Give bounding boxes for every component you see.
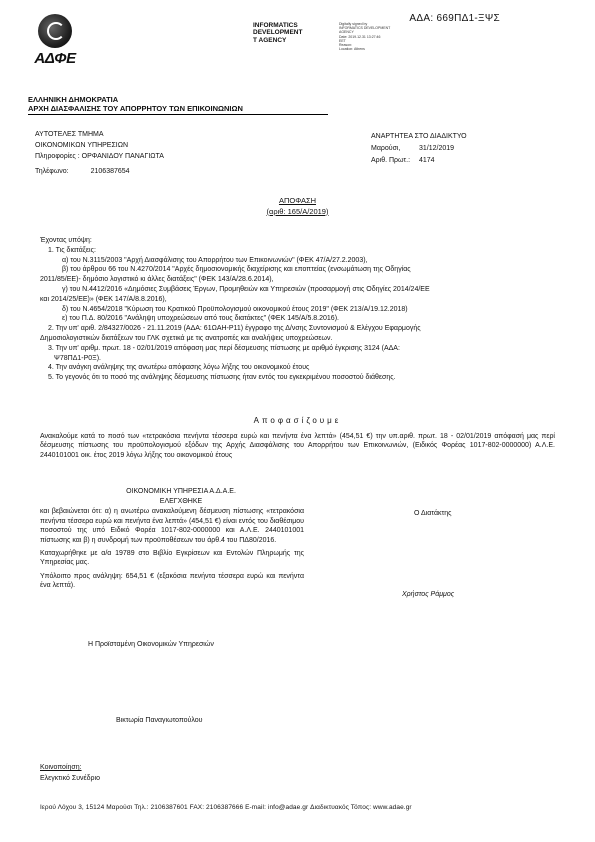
- consideration-item: 5. Το γεγονός ότι το ποσό της ανάληψης δέσμευσης πίστωσης ήταν εντός του εγκεκριμένου ποσοστού διάθεσης.: [48, 374, 396, 382]
- consideration-item: 3. Την υπ' αριθμ. πρωτ. 18 - 02/01/2019 απόφαση μας περί δέσμευσης πίστωσης με αριθμό έγκρισης 3124 (ΑΔΑ:: [48, 344, 400, 352]
- org-line-2: ΑΡΧΗ ΔΙΑΣΦΑΛΙΣΗΣ ΤΟΥ ΑΠΟΡΡΗΤΟΥ ΤΩΝ ΕΠΙΚΟΙΝΩΝΙΩΝ: [28, 104, 243, 114]
- sender-contact: Πληροφορίες : ΟΡΦΑΝΙΔΟΥ ΠΑΝΑΓΙΩΤΑ: [35, 152, 164, 160]
- head-of-finance-name: Βικτωρία Παναγιωτοπούλου: [116, 717, 203, 724]
- consideration-subitem: δ) του Ν.4654/2018 "Κύρωση του Κρατικού Προϋπολογισμού οικονομικού έτους 2019" (ΦΕΚ 213/Α/19.12.2018): [62, 305, 408, 313]
- decision-heading: ΑΠΟΦΑΣΗ: [278, 196, 317, 205]
- finance-registration: Καταχωρήθηκε με α/α 19789 στο Βιβλίο Εγκρίσεων και Εντολών Πληρωμής της Υπηρεσίας μας.: [40, 550, 304, 567]
- finance-check-block: [40, 487, 304, 591]
- consideration-subitem: β) του άρθρου 66 του Ν.4270/2014 "Αρχές δημοσιονομικής διαχείρισης και εποπτείας (ενσωμάτωση της Οδηγίας: [62, 266, 411, 274]
- date-line: [371, 143, 467, 155]
- consideration-item-cont: Δημοσιολογιστικών διατάξεων του ΓΛΚ σχετικά με τις ανατροπές και αναλήψεις υποχρεώσεων.: [40, 334, 333, 342]
- phone-label: Τηλέφωνο:: [35, 167, 69, 175]
- head-of-finance-title: Η Προϊσταμένη Οικονομικών Υπηρεσιών: [88, 641, 214, 648]
- decide-heading: Αποφασίζουμε: [253, 416, 342, 425]
- consideration-item: 4. Την ανάγκη ανάληψης της ανωτέρω απόφασης λόγω λήξης του οικονομικού έτους: [48, 364, 310, 372]
- footer-contact: Ιερού Λόχου 3, 15124 Μαρούσι Τηλ.: 2106387601 FAX: 2106387666 E-mail: info@adae.gr Διαδικτυακός Τόπος: www.adae.gr: [40, 804, 412, 811]
- date-label: Μαρούσι,: [371, 144, 401, 152]
- header-divider: [28, 114, 328, 115]
- stamp-line: Reason:: [339, 42, 353, 47]
- phone-value: 2106387654: [90, 167, 130, 175]
- director-title: Ο Διατάκτης: [414, 510, 452, 517]
- finance-balance: Υπόλοιπο προς ανάληψη: 654,51 € (εξακόσια πενήντα τέσσερα ευρώ και πενήντα ένα λεπτά).: [40, 572, 304, 590]
- stamp-line: INFORMATICS DEVELOPMENT: [339, 26, 391, 31]
- consideration-subitem-cont: 2011/85/ΕΕ)- δημόσιο λογιστικό κι άλλες διατάξεις" (ΦΕΚ 143/Α/28.6.2014),: [40, 276, 274, 284]
- ada-code: ΑΔΑ: 669ΠΔ1-ΞΨΣ: [409, 13, 500, 24]
- considerations-intro: Έχοντας υπόψη:: [40, 237, 92, 244]
- agency-line-1: INFORMATICS: [253, 22, 298, 29]
- stamp-line: Date: 2019.12.31 13:27:46: [339, 34, 381, 39]
- consideration-subitem: γ) του Ν.4412/2016 «Δημόσιες Συμβάσεις Έργων, Προμηθειών και Υπηρεσιών (προσαρμογή στις Οδηγίες 2014/24/ΕΕ: [62, 285, 430, 293]
- stamp-line: Digitally signed by: [339, 22, 368, 26]
- stamp-line: AGENCY: [339, 30, 354, 35]
- consideration-item: 2. Την υπ' αριθ. 2/84327/0026 - 21.11.2019 (ΑΔΑ: 61ΩΑΗ-Ρ11) έγγραφο της Δ/νσης Συντονισμού & Ελέγχου Εφαρμογής: [48, 325, 421, 333]
- consideration-subitem-cont: και 2014/25/ΕΕ)» (ΦΕΚ 147/Α/8.8.2016),: [40, 295, 167, 303]
- date-value: 31/12/2019: [419, 144, 455, 152]
- finance-checked: ΕΛΕΓΧΘΗΚΕ: [159, 498, 203, 506]
- stamp-line: EET: [339, 38, 346, 43]
- consideration-item: 1. Τις διατάξεις:: [48, 246, 96, 254]
- posting-info: [371, 131, 467, 167]
- logo: [32, 14, 78, 69]
- agency-line-3: T AGENCY: [253, 36, 287, 44]
- decision-paragraph: Ανακαλούμε κατά το ποσό των «τετρακόσια πενήντα τέσσερα ευρώ και πενήντα ένα λεπτά» (454,51 €) την υπ.αριθ. πρωτ. 18 - 02/01/2019 απόφασή μας περί δέσμευσης πίστωσης του προϋπολογισμού εξόδων της Αρχής Διασφάλισης του Απορρήτου των Επικοινωνιών, (Ειδικός Φορέας 1017-802-0000000) Α.Λ.Ε. 2440101001 οικ. έτος 2019 λόγω λήξης του οικονομικού έτους: [40, 433, 555, 459]
- signature-stamp-agency: [253, 22, 302, 44]
- consideration-subitem: α) του Ν.3115/2003 "Αρχή Διασφάλισης του Απορρήτου των Επικοινωνιών" (ΦΕΚ 47/Α/27.2.2003),: [62, 256, 368, 264]
- signature-stamp-details: [339, 22, 390, 51]
- sender-service: ΟΙΚΟΝΟΜΙΚΩΝ ΥΠΗΡΕΣΙΩΝ: [35, 141, 129, 149]
- protocol-value: 4174: [419, 156, 435, 164]
- consideration-subitem: ε) του Π.Δ. 80/2016 "Ανάληψη υποχρεώσεων από τους διατάκτες" (ΦΕΚ 145/Α/5.8.2016).: [62, 315, 339, 323]
- agency-line-2: DEVELOPMENT: [253, 29, 303, 37]
- consideration-item-cont: Ψ78ΠΔ1-Ρ0Ξ).: [54, 354, 101, 362]
- org-line-1: ΕΛΛΗΝΙΚΗ ΔΗΜΟΚΡΑΤΙΑ: [28, 95, 119, 104]
- finance-confirmation: και βεβαιώνεται ότι: α) η ανωτέρω ανακαλούμενη δέσμευση πίστωσης «τετρακόσια πενήντα τέσσερα ευρώ και πενήντα ένα λεπτά» (454,51 €) είναι εντός του διαθέσιμου ποσοστού της υπό Ειδικό Φορέα 1017-802-0000000 και Α.Λ.Ε. 2440101001 πίστωσης και β) η συνδρομή των προϋποθέσεων του άρθ.4 του ΠΔ80/2016.: [40, 508, 304, 544]
- stamp-line: Location: Athens: [339, 47, 365, 52]
- protocol-line: [371, 155, 467, 167]
- organization-header: [28, 95, 243, 114]
- decision-title: [0, 196, 595, 217]
- notification-title: Κοινοποίηση:: [40, 764, 82, 771]
- considerations: [40, 236, 555, 383]
- sender-phone: [35, 167, 164, 178]
- finance-heading: ΟΙΚΟΝΟΜΙΚΗ ΥΠΗΡΕΣΙΑ Α.Δ.Α.Ε.: [126, 488, 236, 495]
- sender-block: [35, 130, 164, 177]
- logo-text: ΑΔΦΕ: [34, 50, 76, 67]
- globe-logo-icon: [38, 14, 72, 48]
- sender-dept: ΑΥΤΟΤΕΛΕΣ ΤΜΗΜΑ: [35, 131, 104, 138]
- notification-recipient: Ελεγκτικό Συνέδριο: [40, 774, 100, 782]
- protocol-label: Αριθ. Πρωτ.:: [371, 156, 411, 164]
- director-name: Χρήστος Ράμμος: [402, 591, 455, 598]
- decision-number: (αριθ: 165/Α/2019): [266, 206, 329, 216]
- notification-block: [40, 763, 100, 784]
- posting-notice: ΑΝΑΡΤΗΤΕΑ ΣΤΟ ΔΙΑΔΙΚΤΥΟ: [371, 133, 467, 140]
